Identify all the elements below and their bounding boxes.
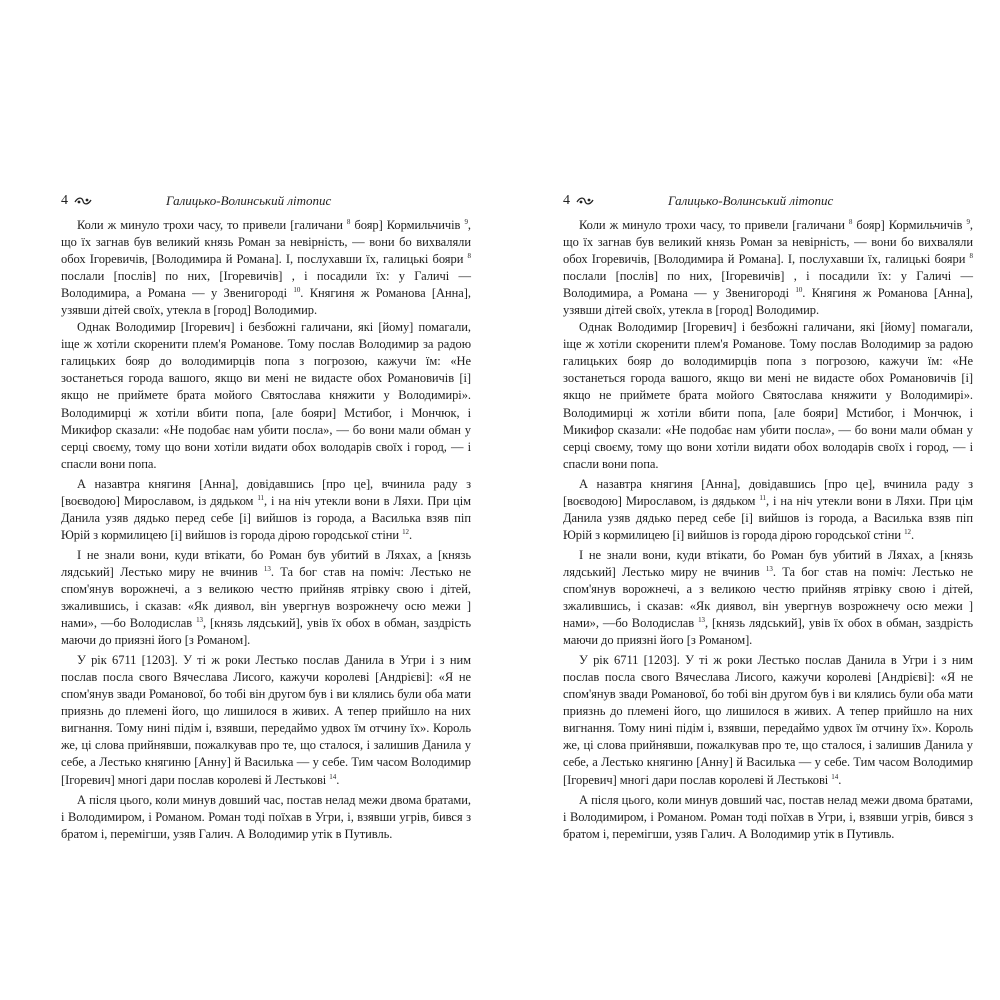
paragraph	[61, 792, 471, 843]
text-run: . Княгиня ж Романова [Анна], узявши дітей своїх, утекла в [город] Володимир.	[563, 286, 973, 318]
footnote-ref: 11	[257, 493, 264, 502]
footnote-ref: 13	[263, 564, 271, 573]
text-run: . Та бог став на поміч: Лестько не спом'янув ворожнечі, а з великою честю прийняв ятрівку свою і дітей, зжалившись, і сказав: «Як диявол, він увергнув возрожнечу осю межи ] нами», —бо Володислав	[61, 564, 471, 631]
paragraph	[61, 547, 471, 649]
right-page	[563, 190, 973, 843]
text-run: , і на ніч утекли вони в Ляхи. При цім Данила узяв дядько перед себе [і] вийшов із города, а Василька взяв піп Юрій з кормилицею [і] вийшов із города дірою городської стіни	[563, 493, 974, 542]
text-run: Коли ж минуло трохи часу, то привели [галичани	[77, 218, 347, 232]
text-run: , [князь лядський], увів їх обох в обман, заздрість маючи до приязні його [з Романом].	[563, 616, 973, 648]
paragraph	[61, 319, 471, 472]
paragraph	[61, 476, 471, 544]
body-text	[61, 217, 471, 843]
running-title: Галицько-Волинський літопис	[668, 193, 834, 208]
footnote-ref: 12	[904, 527, 911, 536]
text-run: бояр] Кормильчичів	[350, 218, 465, 232]
text-run: бояр] Кормильчичів	[852, 218, 967, 232]
paragraph	[563, 792, 973, 843]
paragraph	[563, 547, 973, 649]
text-run: А назавтра княгиня [Анна], довідавшись [про це], вчинила раду з [воєводою] Мирославом, із дядьком	[563, 476, 973, 508]
left-page	[61, 190, 471, 843]
footnote-ref: 14	[329, 772, 337, 781]
text-run: . Та бог став на поміч: Лестько не спом'янув ворожнечі, а з великою честю прийняв ятрівку свою і дітей, зжалившись, і сказав: «Як диявол, він увергнув возрожнечу осю межи ] нами», —бо Володислав	[563, 564, 973, 631]
text-run: .	[911, 527, 915, 542]
text-run: У рік 6711 [1203]. У ті ж роки Лестько послав Данила в Угри і з ним послав посла свого Вячеслава Лисого, кажучи королеві [Андрієві]: «Я не спом'янув звади Романової, бо тобі він другом був і ви клялись були оба мати приязнь до племені його, що лишилося в живих. А тепер прийшло на них вигнання. Тому нині підім і, взявши, передаймо удвох їм отчину їх». Король же, ці слова прийнявши, пожалкував про те, що сталося, і залишив Данила у себе, а Лестько княгиню [Анну] й Василька — у себе. Тим часом Володимир [Ігоревич] многі дари послав королеві й Лестькові	[61, 653, 471, 787]
text-run: Однак Володимир [Ігоревич] і безбожні галичани, які [йому] помагали, іще ж хотіли скоренити плем'я Романове. Тому послав Володимир за радою галицьких бояр до володимирців попа з погрозою, кажучи їм: «Не зостанеться города вашого, якщо ви мені не видасте обох Романовичів [і] якщо не приймете брата мойого Святослава княжити у Володимирі». Володимирці ж хотіли вбити попа, [але бояри] Мстибог, і Мончюк, і Микифор сказали: «Не подобає нам убити посла», — бо вони мали обман у серці своєму, тому що вони хотіли видати обох володарів своїх і город, — і спасли вони попа.	[563, 320, 973, 471]
ornament-icon	[576, 196, 594, 206]
text-run: , що їх загнав був великий князь Роман за невірність, — вони бо вихваляли обох Ігоревичів, [Володимира й Романа]. І, послухавши їх, галицькі бояри	[563, 218, 973, 267]
page-number: 4	[61, 193, 68, 208]
page-header	[61, 190, 471, 212]
text-run: Коли ж минуло трохи часу, то привели [галичани	[579, 218, 849, 232]
footnote-ref: 9	[464, 218, 468, 226]
text-run: Однак Володимир [Ігоревич] і безбожні галичани, які [йому] помагали, іще ж хотіли скоренити плем'я Романове. Тому послав Володимир за радою галицьких бояр до володимирців попа з погрозою, кажучи їм: «Не зостанеться города вашого, якщо ви мені не видасте обох Романовичів [і] якщо не приймете брата мойого Святослава княжити у Володимирі». Володимирці ж хотіли вбити попа, [але бояри] Мстибог, і Мончюк, і Микифор сказали: «Не подобає нам убити посла», — бо вони мали обман у серці своєму, тому що вони хотіли видати обох володарів своїх і город, — і спасли вони попа.	[61, 320, 471, 471]
paragraph	[61, 217, 471, 319]
text-run: , що їх загнав був великий князь Роман за невірність, — вони бо вихваляли обох Ігоревичів, [Володимира й Романа]. І, послухавши їх, галицькі бояри	[61, 218, 471, 267]
text-run: І не знали вони, куди втікати, бо Роман був убитий в Ляхах, а [князь лядський] Лестько миру не вчинив	[563, 547, 973, 579]
footnote-ref: 8	[346, 218, 351, 226]
footnote-ref: 10	[293, 286, 301, 295]
running-title: Галицько-Волинський літопис	[166, 193, 332, 208]
text-run: А після цього, коли минув довший час, постав нелад межи двома братами, і Володимиром, і Романом. Роман тоді поїхав в Угри, і, взявши угрів, бився з братом і, перемігши, узяв Галич. А Володимир утік в Путивль.	[563, 792, 973, 841]
text-run: послали [послів] по них, [Ігоревичів] , і посадили їх: у Галичі — Володимира, а Романа — у Звенигороді	[61, 269, 471, 301]
footnote-ref: 13	[765, 564, 773, 573]
text-run: .	[336, 772, 340, 787]
text-run: . Княгиня ж Романова [Анна], узявши дітей своїх, утекла в [город] Володимир.	[61, 286, 471, 318]
page-number: 4	[563, 193, 570, 208]
footnote-ref: 8	[969, 252, 973, 261]
paragraph	[563, 319, 973, 472]
paragraph	[563, 217, 973, 319]
footnote-ref: 13	[196, 616, 204, 625]
footnote-ref: 8	[467, 252, 471, 261]
footnote-ref: 14	[831, 772, 839, 781]
footnote-ref: 13	[698, 616, 706, 625]
text-run: , [князь лядський], увів їх обох в обман, заздрість маючи до приязні його [з Романом].	[61, 616, 471, 648]
footnote-ref: 11	[759, 493, 766, 502]
text-run: .	[838, 772, 842, 787]
text-run: А назавтра княгиня [Анна], довідавшись [про це], вчинила раду з [воєводою] Мирославом, із дядьком	[61, 476, 471, 508]
footnote-ref: 12	[402, 527, 409, 536]
text-run: У рік 6711 [1203]. У ті ж роки Лестько послав Данила в Угри і з ним послав посла свого Вячеслава Лисого, кажучи королеві [Андрієві]: «Я не спом'янув звади Романової, бо тобі він другом був і ви клялись були оба мати приязнь до племені його, що лишилося в живих. А тепер прийшло на них вигнання. Тому нині підім і, взявши, передаймо удвох їм отчину їх». Король же, ці слова прийнявши, пожалкував про те, що сталося, і залишив Данила у себе, а Лестько княгиню [Анну] й Василька — у себе. Тим часом Володимир [Ігоревич] многі дари послав королеві й Лестькові	[563, 653, 973, 787]
footnote-ref: 10	[795, 286, 803, 295]
paragraph	[563, 652, 973, 788]
page-header	[563, 190, 973, 212]
footnote-ref: 8	[848, 218, 853, 226]
body-text	[563, 217, 973, 843]
footnote-ref: 9	[966, 218, 970, 226]
text-run: , і на ніч утекли вони в Ляхи. При цім Данила узяв дядько перед себе [і] вийшов із города, а Василька взяв піп Юрій з кормилицею [і] вийшов із города дірою городської стіни	[61, 493, 472, 542]
ornament-icon	[74, 196, 92, 206]
text-run: А після цього, коли минув довший час, постав нелад межи двома братами, і Володимиром, і Романом. Роман тоді поїхав в Угри, і, взявши угрів, бився з братом і, перемігши, узяв Галич. А Володимир утік в Путивль.	[61, 792, 471, 841]
paragraph	[563, 476, 973, 544]
paragraph	[61, 652, 471, 788]
text-run: послали [послів] по них, [Ігоревичів] , і посадили їх: у Галичі — Володимира, а Романа — у Звенигороді	[563, 269, 973, 301]
text-run: .	[409, 527, 413, 542]
text-run: І не знали вони, куди втікати, бо Роман був убитий в Ляхах, а [князь лядський] Лестько миру не вчинив	[61, 547, 471, 579]
